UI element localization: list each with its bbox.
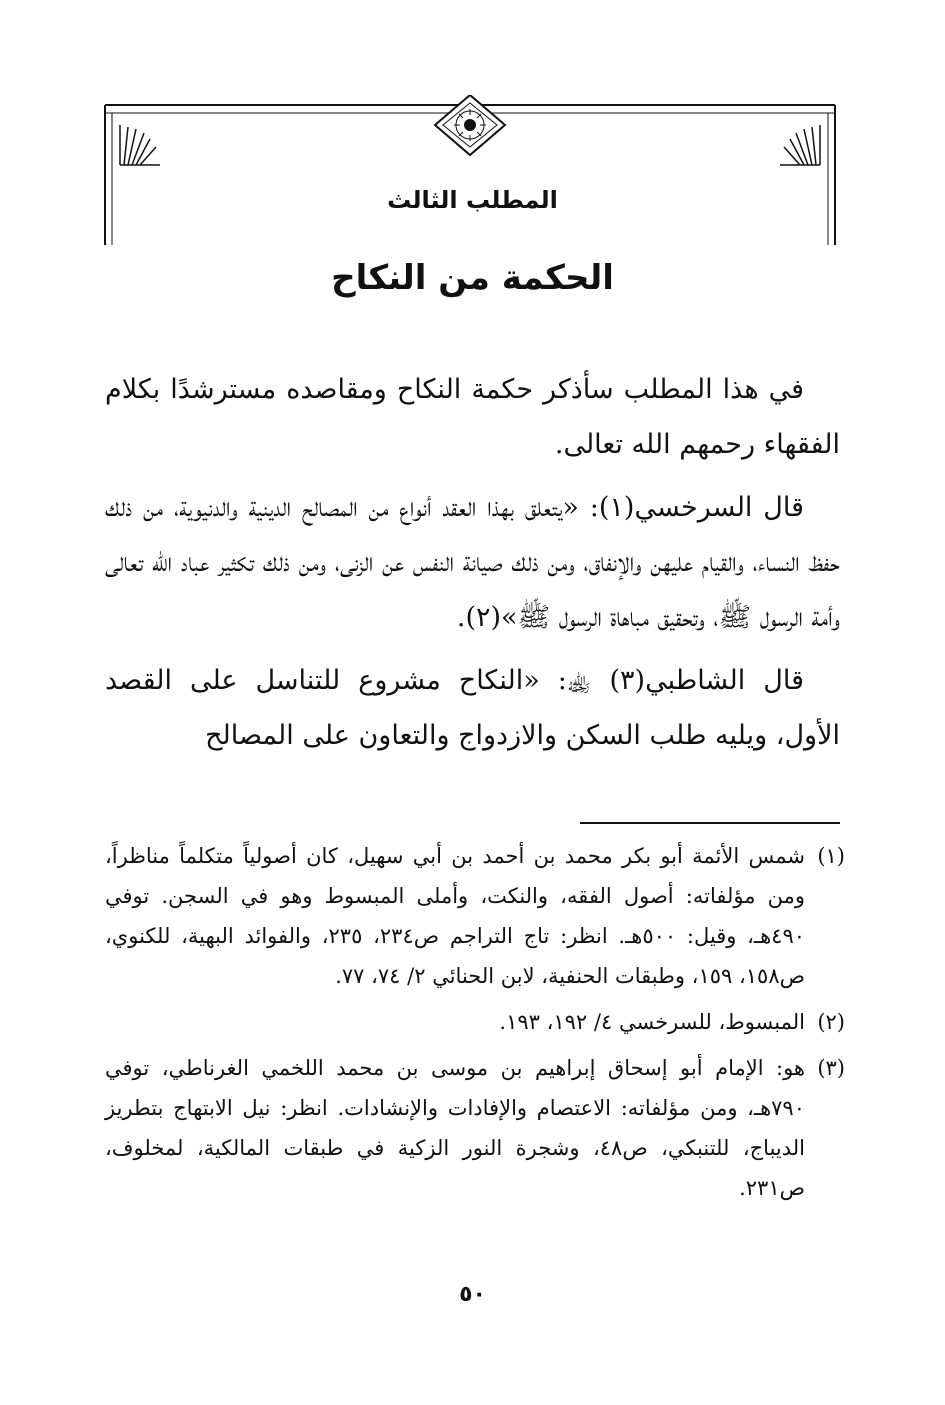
body-text <box>105 362 840 771</box>
footnote-divider <box>580 822 840 824</box>
footnote-number: (٢) <box>817 1010 845 1034</box>
paragraph: قال السرخسي(١): «يتعلق بهذا العقد أنواع من المصالح الدينية والدنيوية، من ذلك حفظ النساء، والقيام عليهن والإنفاق، ومن ذلك صيانة النفس عن الزنى، ومن ذلك تكثير عباد الله تعالى وأمة الرسول ﷺ، وتحقيق مباهاة الرسول ﷺ»(٢). <box>105 492 840 633</box>
page-number: ٥٠ <box>459 1282 486 1307</box>
footnote-number: (٣) <box>817 1056 845 1080</box>
page-title: الحكمة من النكاح <box>331 258 614 298</box>
footnote <box>105 1002 845 1042</box>
ornamental-frame-icon <box>100 95 840 245</box>
footnote <box>105 836 845 996</box>
footnote-number: (١) <box>817 844 845 868</box>
footnote <box>105 1048 845 1208</box>
paragraph: قال الشاطبي(٣) ﵀: «النكاح مشروع للتناسل على القصد الأول، ويليه طلب السكن والازدواج والتعاون على المصالح <box>105 665 840 751</box>
footnote-text: هو: الإمام أبو إسحاق إبراهيم بن موسى بن محمد اللخمي الغرناطي، توفي ٧٩٠هـ، ومن مؤلفاته: الاعتصام والإفادات والإنشادات. انظر: نيل الابتهاج بتطريز الديباج، للتنبكي، ص٤٨، وشجرة النور الزكية في طبقات المالكية، لمخلوف، ص٢٣١. <box>105 1056 806 1200</box>
paragraph: في هذا المطلب سأذكر حكمة النكاح ومقاصده مسترشدًا بكلام الفقهاء رحمهم الله تعالى. <box>105 374 840 460</box>
footnote-text: المبسوط، للسرخسي ٤/ ١٩٢، ١٩٣. <box>499 1010 805 1034</box>
footnote-text: شمس الأئمة أبو بكر محمد بن أحمد بن أبي سهيل، كان أصولياً متكلماً مناظراً، ومن مؤلفاته: أصول الفقه، والنكت، وأملى المبسوط وهو في السجن. توفي ٤٩٠هـ، وقيل: ٥٠٠هـ. انظر: تاج التراجم ص٢٣٤، ٢٣٥، والفوائد البهية، للكنوي، ص١٥٨، ١٥٩، وطبقات الحنفية، لابن الحنائي ٢/ ٧٤، ٧٧. <box>105 844 806 988</box>
footnotes <box>105 836 845 1214</box>
section-label: المطلب الثالث <box>387 186 558 214</box>
